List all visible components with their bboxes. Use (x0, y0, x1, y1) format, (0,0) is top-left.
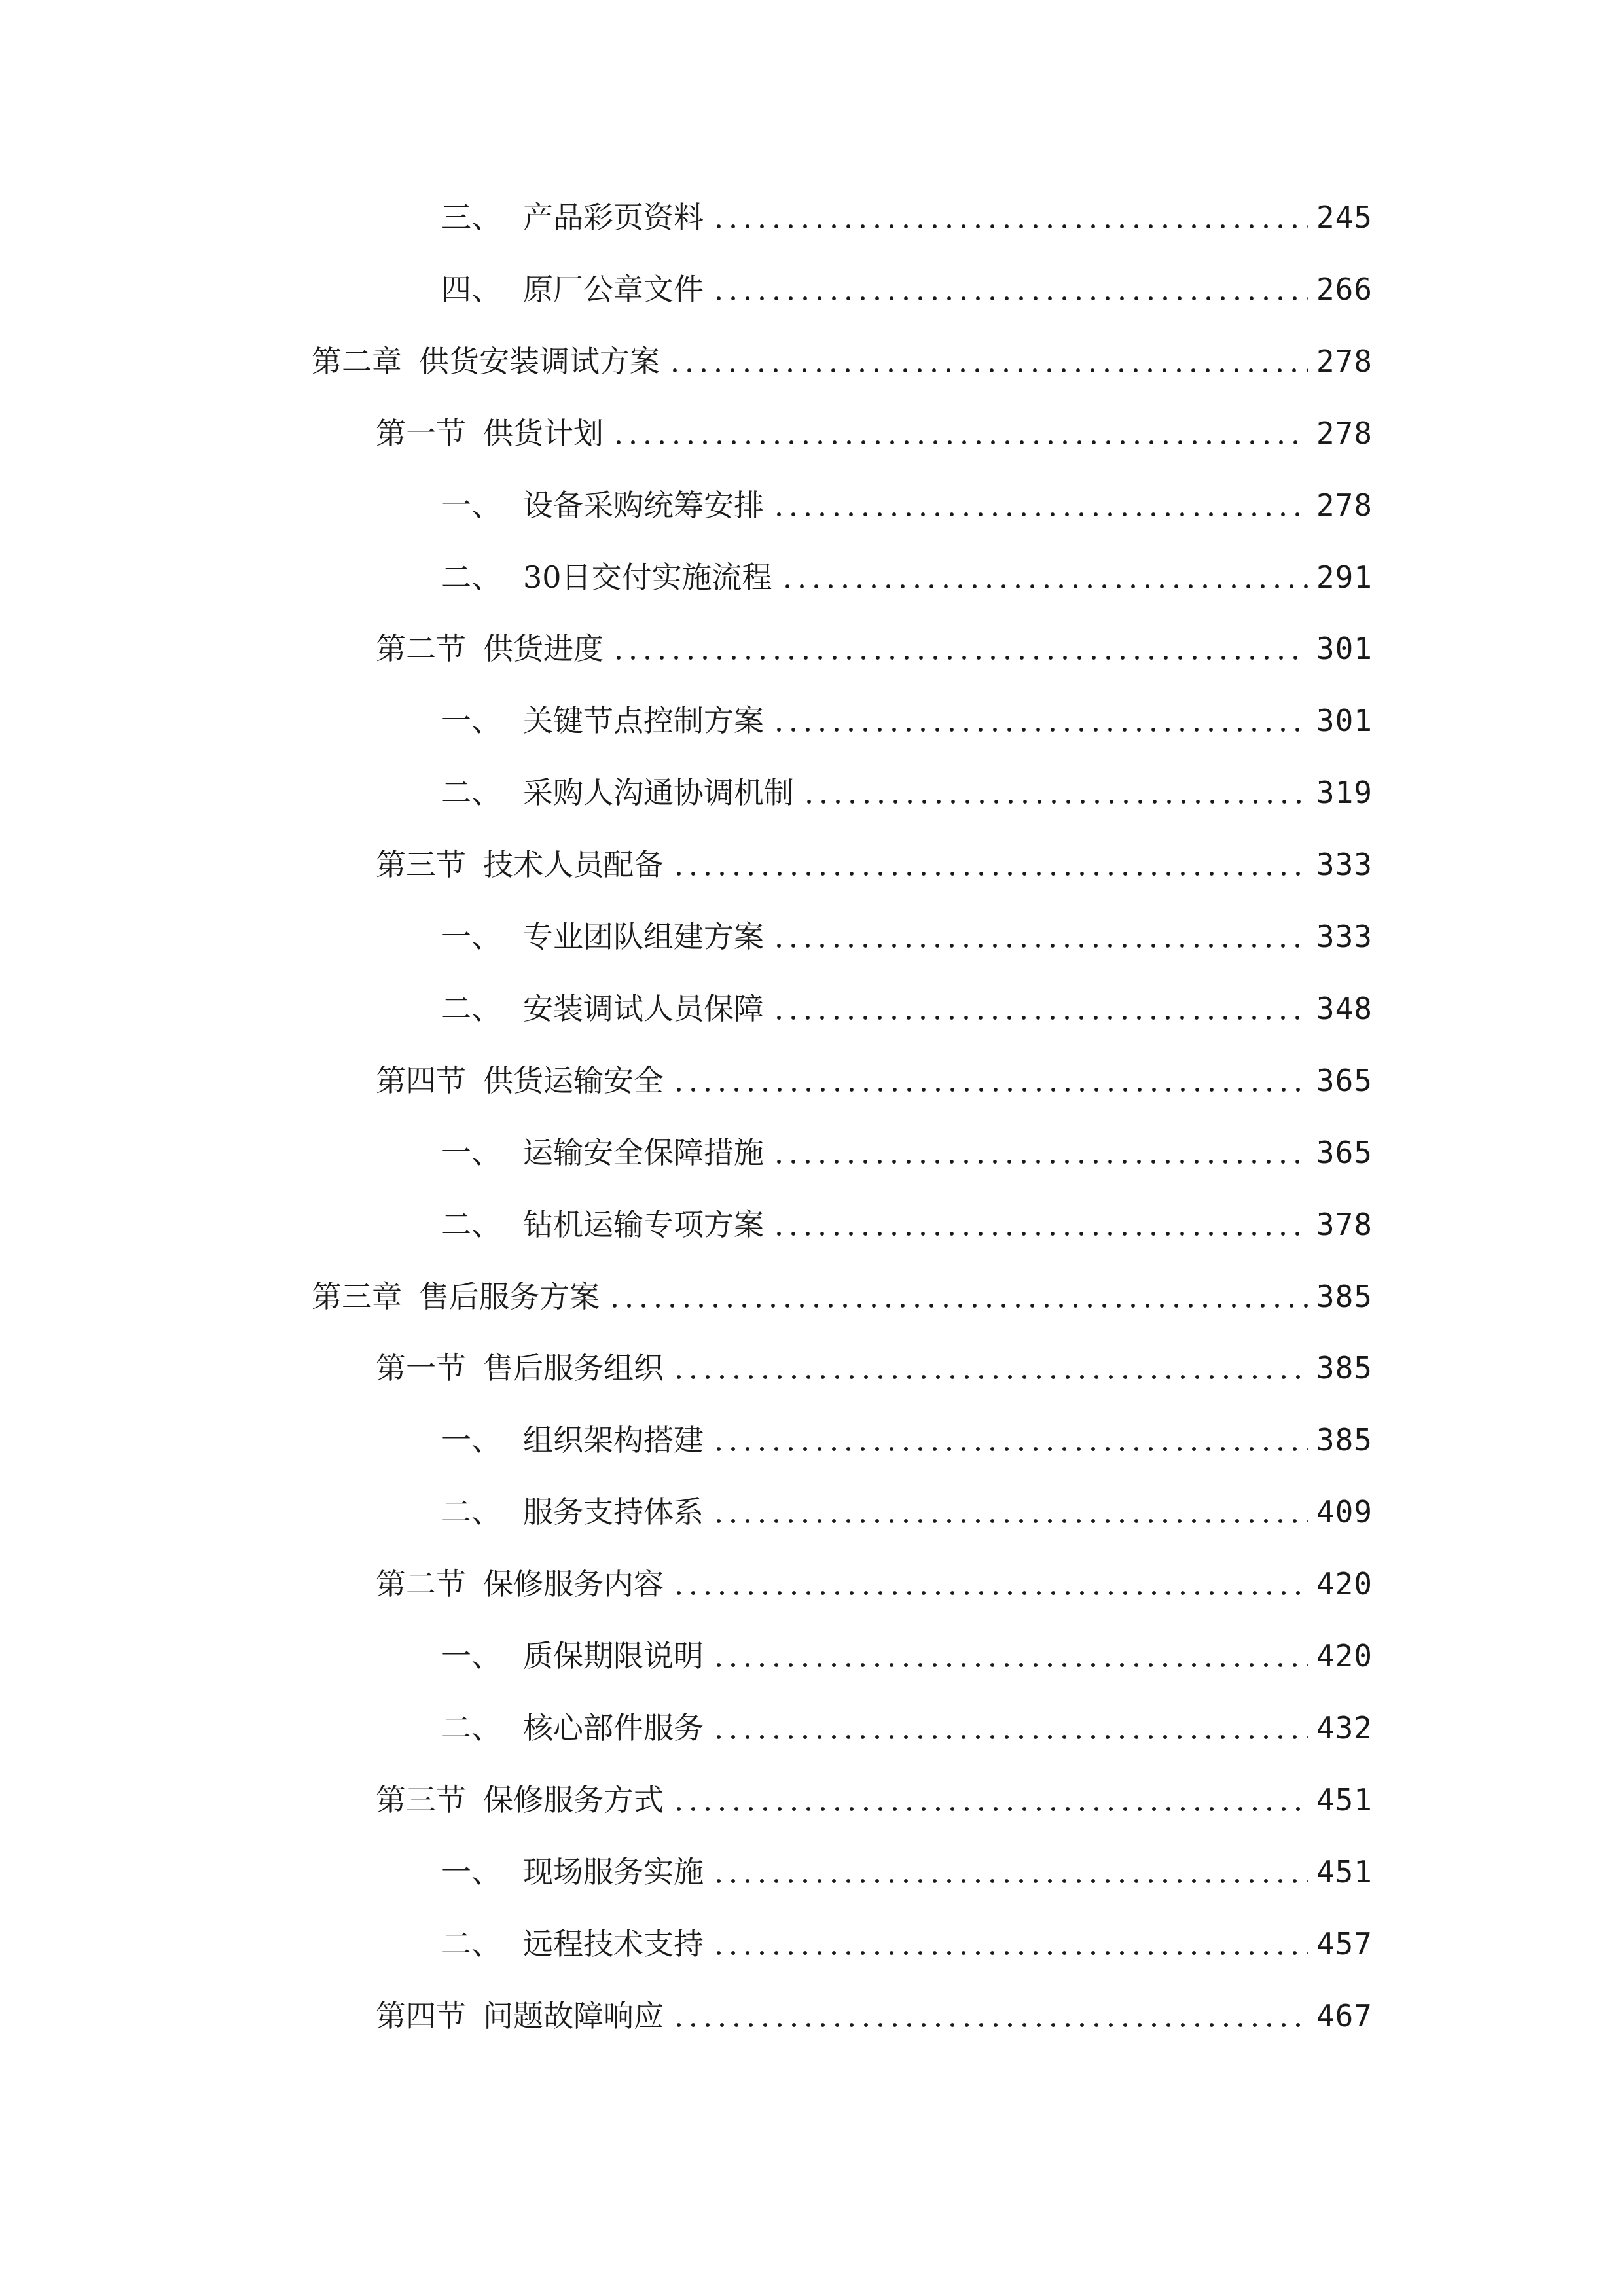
dot-leader (772, 1232, 1308, 1236)
toc-entry-marker: 二、 (441, 1710, 501, 1746)
toc-entry[interactable] (441, 482, 1373, 528)
toc-entry[interactable] (441, 1130, 1373, 1175)
dot-leader (772, 1016, 1308, 1020)
toc-entry-page-number: 333 (1316, 847, 1373, 882)
toc-entry[interactable] (441, 986, 1373, 1031)
toc-entry-page-number: 319 (1316, 775, 1373, 810)
toc-entry-title: 产品彩页资料 (523, 200, 704, 235)
toc-entry-title: 专业团队组建方案 (523, 919, 764, 954)
toc-entry[interactable] (441, 1417, 1373, 1463)
dot-leader (712, 1663, 1308, 1667)
toc-entry[interactable] (376, 1777, 1373, 1823)
dot-leader (712, 224, 1308, 228)
toc-entry-page-number: 301 (1316, 703, 1373, 738)
toc-entry-page-number: 467 (1316, 1998, 1373, 2034)
toc-entry-page-number: 245 (1316, 200, 1373, 235)
toc-entry-title: 远程技术支持 (523, 1926, 704, 1962)
toc-entry[interactable] (441, 1705, 1373, 1751)
toc-entry-marker: 第一节 (376, 416, 466, 451)
dot-leader (672, 1375, 1308, 1379)
toc-entry-title: 关键节点控制方案 (523, 703, 764, 738)
toc-entry-marker: 二、 (441, 1207, 501, 1242)
toc-entry-title: 安装调试人员保障 (523, 991, 764, 1026)
toc-entry-title: 核心部件服务 (523, 1710, 704, 1746)
dot-leader (772, 1160, 1308, 1164)
toc-entry[interactable] (441, 1202, 1373, 1247)
toc-entry-marker: 二、 (441, 1926, 501, 1962)
toc-entry-marker: 二、 (441, 1494, 501, 1530)
dot-leader (772, 512, 1308, 516)
toc-entry-page-number: 409 (1316, 1494, 1373, 1530)
toc-entry-title: 供货运输安全 (483, 1063, 664, 1098)
dot-leader (668, 368, 1308, 372)
toc-entry-page-number: 365 (1316, 1135, 1373, 1170)
toc-entry-marker: 第二章 (312, 344, 402, 379)
dot-leader (772, 728, 1308, 732)
dot-leader (712, 1951, 1308, 1955)
toc-entry-page-number: 365 (1316, 1063, 1373, 1098)
toc-entry-page-number: 432 (1316, 1710, 1373, 1746)
toc-entry[interactable] (376, 1993, 1373, 2039)
toc-entry[interactable] (441, 1921, 1373, 1967)
toc-entry-marker: 二、 (441, 560, 501, 595)
dot-leader (802, 800, 1308, 804)
toc-entry-title: 保修服务方式 (483, 1782, 664, 1818)
dot-leader (712, 1879, 1308, 1883)
toc-entry-title: 质保期限说明 (523, 1638, 704, 1674)
toc-entry-marker: 二、 (441, 991, 501, 1026)
dot-leader (611, 440, 1308, 444)
toc-entry[interactable] (376, 626, 1373, 672)
toc-entry-title: 售后服务组织 (483, 1350, 664, 1386)
toc-entry-marker: 第二节 (376, 631, 466, 666)
toc-entry[interactable] (376, 410, 1373, 456)
toc-entry-marker: 第三节 (376, 847, 466, 882)
toc-entry-marker: 二、 (441, 775, 501, 810)
dot-leader (712, 1447, 1308, 1451)
toc-entry[interactable] (376, 1561, 1373, 1607)
dot-leader (672, 1088, 1308, 1092)
toc-entry-title: 供货安装调试方案 (419, 344, 660, 379)
toc-entry-page-number: 278 (1316, 416, 1373, 451)
toc-entry-page-number: 385 (1316, 1422, 1373, 1458)
toc-entry-marker: 四、 (441, 272, 501, 307)
toc-entry-marker: 第三章 (312, 1279, 402, 1314)
toc-entry-marker: 三、 (441, 200, 501, 235)
toc-entry-page-number: 378 (1316, 1207, 1373, 1242)
toc-entry-marker: 第三节 (376, 1782, 466, 1818)
toc-entry[interactable] (312, 1274, 1373, 1319)
toc-entry-title: 30日交付实施流程 (523, 560, 772, 595)
toc-entry-page-number: 291 (1316, 560, 1373, 595)
toc-entry-page-number: 385 (1316, 1350, 1373, 1386)
toc-entry-marker: 一、 (441, 1638, 501, 1674)
toc-entry-title: 现场服务实施 (523, 1854, 704, 1890)
toc-entry-marker: 一、 (441, 919, 501, 954)
toc-entry-title: 服务支持体系 (523, 1494, 704, 1530)
toc-entry-page-number: 451 (1316, 1782, 1373, 1818)
toc-entry-title: 设备采购统筹安排 (523, 488, 764, 523)
dot-leader (712, 1519, 1308, 1523)
toc-entry-marker: 第四节 (376, 1998, 466, 2034)
toc-entry[interactable] (376, 842, 1373, 888)
toc-entry-title: 组织架构搭建 (523, 1422, 704, 1458)
toc-entry[interactable] (441, 914, 1373, 960)
toc-entry[interactable] (376, 1345, 1373, 1391)
toc-entry[interactable] (441, 1849, 1373, 1895)
toc-entry-page-number: 348 (1316, 991, 1373, 1026)
dot-leader (672, 872, 1308, 876)
toc-entry-page-number: 333 (1316, 919, 1373, 954)
toc-entry-page-number: 420 (1316, 1566, 1373, 1602)
toc-entry[interactable] (441, 770, 1373, 816)
dot-leader (607, 1304, 1308, 1308)
toc-entry-title: 采购人沟通协调机制 (523, 775, 794, 810)
toc-entry-marker: 一、 (441, 703, 501, 738)
toc-entry[interactable] (376, 1058, 1373, 1103)
toc-entry-page-number: 451 (1316, 1854, 1373, 1890)
toc-entry-title: 钻机运输专项方案 (523, 1207, 764, 1242)
dot-leader (780, 584, 1308, 588)
toc-entry-marker: 第二节 (376, 1566, 466, 1602)
dot-leader (672, 1807, 1308, 1811)
toc-entry-marker: 第四节 (376, 1063, 466, 1098)
toc-entry-marker: 一、 (441, 1422, 501, 1458)
dot-leader (672, 2023, 1308, 2027)
toc-entry[interactable] (441, 554, 1373, 600)
toc-entry-page-number: 420 (1316, 1638, 1373, 1674)
dot-leader (712, 296, 1308, 300)
toc-entry-page-number: 278 (1316, 488, 1373, 523)
toc-entry-title: 售后服务方案 (419, 1279, 600, 1314)
dot-leader (611, 656, 1308, 660)
toc-entry[interactable] (441, 266, 1373, 312)
toc-entry-marker: 一、 (441, 1854, 501, 1890)
toc-entry-title: 运输安全保障措施 (523, 1135, 764, 1170)
dot-leader (672, 1591, 1308, 1595)
toc-entry-title: 技术人员配备 (483, 847, 664, 882)
toc-entry-title: 供货进度 (483, 631, 604, 666)
toc-entry-title: 原厂公章文件 (523, 272, 704, 307)
toc-entry-title: 保修服务内容 (483, 1566, 664, 1602)
toc-entry-title: 问题故障响应 (483, 1998, 664, 2034)
toc-entry-page-number: 457 (1316, 1926, 1373, 1962)
toc-entry-marker: 第一节 (376, 1350, 466, 1386)
toc-entry-marker: 一、 (441, 488, 501, 523)
toc-entry-page-number: 278 (1316, 344, 1373, 379)
toc-entry[interactable] (441, 194, 1373, 240)
toc-entry-page-number: 266 (1316, 272, 1373, 307)
toc-entry-page-number: 385 (1316, 1279, 1373, 1314)
dot-leader (772, 944, 1308, 948)
toc-entry-marker: 一、 (441, 1135, 501, 1170)
toc-entry-title: 供货计划 (483, 416, 604, 451)
toc-entry[interactable] (441, 698, 1373, 744)
toc-entry[interactable] (441, 1633, 1373, 1679)
toc-entry[interactable] (441, 1489, 1373, 1535)
dot-leader (712, 1735, 1308, 1739)
toc-entry-page-number: 301 (1316, 631, 1373, 666)
toc-entry[interactable] (312, 338, 1373, 384)
